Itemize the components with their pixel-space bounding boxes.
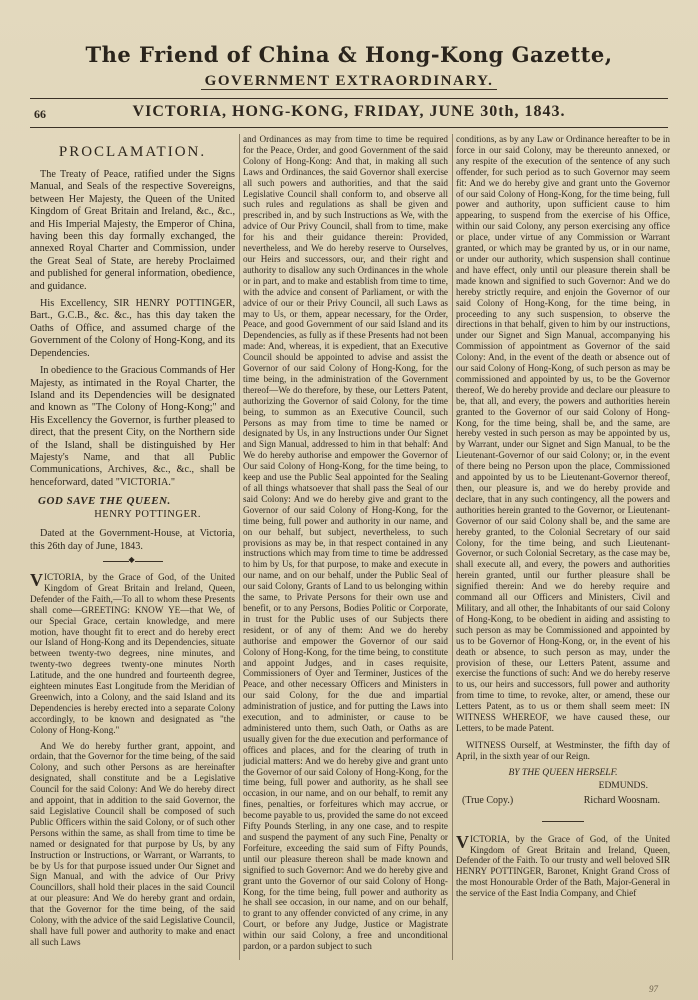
edmunds-signature: EDMUNDS. (598, 780, 648, 791)
section-divider (542, 821, 584, 822)
masthead-subtitle (0, 73, 698, 90)
column-1 (30, 134, 235, 986)
dated-line: Dated at the Government-House, at Victoria, this 26th day of June, 1843. (30, 528, 235, 552)
dateline (30, 103, 668, 125)
paragraph: His Excellency, SIR HENRY POTTINGER, Bart., G.C.B., &c. &c., has this day taken the Oaths of Office, and assumed charge of the Government of the Colony of Hong-Kong, and its Dependencies. (30, 298, 235, 359)
witness-line: WITNESS Ourself, at Westminster, the fifth day of April, in the sixth year of our Reign. (456, 739, 670, 761)
paragraph: And We do hereby further grant, appoint, and ordain, that the Governor for the time being, of the said Colony, and such other Persons as are hereinafter designated, shall constitute and be a Legislative Council for the said Colony: And We do hereby direct and appoint, that in addition to the said Governor, the said Legislative Council shall be composed of such Public Officers within the said Colony, or of such other Persons within the same, as shall from time to time be named or designated for that purpose by Us, by any Instruction or Instructions, or Warrant, or Warrants, to be by Us for that purpose issued under Our Signet and Sign Manual, and with the advice of Our Privy Councillors, shall hold their places in the said Council at our pleasure: And We do hereby grant and ordain, that the Governor for the time being, of the said Colony, with the advice of the said Legislative Council, shall have full power and authority to make and enact all such Laws (30, 740, 235, 947)
dateline-text: VICTORIA, HONG-KONG, FRIDAY, JUNE 30th, 1843. (132, 103, 566, 120)
rule (30, 127, 668, 128)
drop-initial: V (456, 831, 469, 852)
paragraph: and Ordinances as may from time to time be required for the Peace, Order, and good Government of the said Colony of Hong-Kong: And that, in making all such Laws and Ordinances, the said Governor shall exercise all such powers and authorities, and that the said Legislative Council shall conform to, and observe all such rules and regulations as shall be given and prescribed in, and by such Instructions as We, with the advice of Our Privy Council, shall from to time, make for his and their guidance therein: Provided, nevertheless, and We do hereby reserve to Ourselves, our Heirs and successors, our, and their right and authority to disallow any such Ordinances in the whole or in part, and to make and establish from time to time, with the advice and consent of Parliament, or with the advice of our or their Privy Council, all such Laws as may to Us, or them, appear necessary, for the Order, Peace, and good Government of our said Island and its Dependencies, as fully as if these Presents had not been made: And, whereas, it is expedient, that an Executive Council should be appointed to advise and assist the Governor of our said Colony of Hong-Kong, for the time being, in the administration of the Government thereof—We do therefore, by these, our Letters Patent, authorizing the Governor of said Colony, for the time being, to summon as an Executive Council, such Persons as may from time to time be named or designated by Us, in any Instructions under Our Signet and Sign Manual, addressed to him in that behalf: And We do hereby authorise and empower the Governor of Our said Colony of Hong-Kong, for the time being, to keep and use the Public Seal appointed for the Sealing of all things whatsoever that shall pass the Seal of our said Colony: And we do hereby give and grant to the Governor of our said Colony of Hong-Kong, for the time being, full power and authority in our name, and on our behalf, but subject, nevertheless, to such provisions as may be, in that respect contained in any instructions which may from time to time be addressed to him by Us, for that purpose, to make and execute in our name, and on our behalf, under the Public Seal of our said Colony, Grants of Land to us belonging within the same, to Private Persons for their own use and benefit, or to any Persons, Bodies Politic or Corporate, in trust for the Public uses of our Subjects there resident, or of any of them: And we do hereby authorise and empower the Governor of our said Colony of Hong-Kong, for the time being, to constitute and appoint Judges, and in cases requisite, Commissioners of Oyer and Terminer, Justices of the Peace, and other necessary Officers and Ministers in our said Colony, for the due and impartial administration of justice, and for putting the Laws into execution, and to administer, or cause to be administered unto them, such Oath, or Oaths as are usually given for the due execution and performance of offices and places, and for the clearing of truth in judicial matters: And we do hereby give and grant unto the Governor of our said Colony of Hong-Kong, for the time being, full power and authority, as he shall see occasion, in our name, and on our behalf, to remit any fines, penalties, or forfeitures which may accrue, or become payable to us, provided the same do not exceed Fifty Pounds Sterling, in any one case, and to respite and suspend the payment of any such Fine, Penalty or Forfeiture, exceeding the said sum of Fifty Pounds, until our pleasure thereon shall be made known and signified to such Governor: And we do hereby give and grant unto the Governor of our said Colony of Hong-Kong, for the time being, full power and authority as he shall see occasion, in our name, and on our behalf, to grant to any offender convicted of any crime, in any Court, or before any Judge, Justice or Magistrate within our said Colony, a free and unconditional pardon, or a pardon subject to such (243, 134, 448, 952)
paragraph-text: ICTORIA, by the Grace of God, of the United Kingdom of Great Britain and Ireland, Queen, Defender of the Faith,—To all to whom these Presents shall come—GREETING: KNOW YE—that We, of our Special Grace, certain knowledge, and mere motion, have thought fit to erect and do hereby erect our Island of Hong-Kong and its Dependencies, situate between twenty-two degrees, nine minutes, and twenty-two degrees twenty-one minutes North Latitude, and the one hundred and fourteenth degree, eighteen minutes East Longitude from the Meridian of Greenwich, into a Colony, and the said Island and its Dependencies is hereby erected into a separate Colony accordingly, to be known and designated as "the Colony of Hong-Kong." (30, 571, 235, 735)
paragraph: conditions, as by any Law or Ordinance hereafter to be in force in our said Colony, may be thereunto annexed, or any respite of the execution of the sentence of any such offender, for such period as to such Governor may seem fit: And we do hereby give and grant unto the Governor of our said Colony of Hong-Kong, for the time being, full power and authority, upon sufficient cause to him appearing, to suspend from the exercise of his Office, within our said Colony, any person exercising any office or place, under virtue of any Commission or Warrant granted, or which may be granted by us, or in our name, or under our authority, which suspension shall continue and have effect, only until our pleasure therein shall be made known and signified to such Governor: And we do hereby strictly require, and enjoin the Governor of our said Colony of Hong-Kong, for the time being, in proceeding to any such suspension, to observe the directions in that behalf, given to him by our instructions, under our Signet and Sign Manual, accompanying his Commission of appointment as Governor of the said Colony: And, in the event of the death or absence out of our said Colony of Hong-Kong, of such person as may be commissioned and appointed by us, to be the Governor thereof, We do hereby provide and declare our pleasure to be, that all, and every, the powers and authorities herein granted to the Governor of our said Colony of Hong-Kong, for the time being, shall be, and the same, are hereby vested in such person as may be appointed by us, by Warrant, under our Signet and Sign Manual, to be the Lieutenant-Governor of our said Colony; or, in the event of there being no Person upon the place, Commissioned and appointed by us to be Lieutenant-Governor thereof, then, our pleasure is, and we do hereby provide and declare, that in any such contingency, all the powers and authorities herein granted to the Governor, or Lieutenant-Governor of our said Colony shall be, and the same are hereby granted, to the Colonial Secretary of our said Colony, for the time being, and such Lieutenant-Governor, or such Colonial Secretary, as the case may be, shall execute all, and every, the powers and authorities herein granted, until our further pleasure shall be signified therein: And we do hereby require and command all our Officers and Ministers, Civil and Military, and all other, the Inhabitants of our said Colony of Hong-Kong, to be obedient in aiding and assisting to such person as may be Commissioned and appointed by us to be Governor of Hong-Kong, or, in the event of his death or absence, to such person as may, under the provision of these, our Letters Patent, assume and exercise the functions of such: And we do hereby reserve to us, our heirs and successors, full power and authority from time to time, to revoke, alter, or amend, these our Letters Patent, as to us or them shall seem meet: IN WITNESS WHEREOF, we have caused these, our Letters, to be made Patent. (456, 134, 670, 733)
column-rule (239, 134, 240, 960)
section-divider (103, 561, 163, 562)
signer-name: HENRY POTTINGER. (94, 509, 201, 521)
paragraph: The Treaty of Peace, ratified under the Signs Manual, and Seals of the respective Sovereigns, between Her Majesty, the Queen of the United Kingdom of Great Britain and Ireland, &c., &c., and His Imperial Majesty, the Emperor of China, having been this day formally exchanged, the annexed Royal Charter and Commission, under the Great Seal of State, are hereby Proclaimed and published for general information, obedience, and guidance. (30, 169, 235, 292)
god-save-the-queen: GOD SAVE THE QUEEN. (38, 495, 171, 508)
column-2 (243, 134, 448, 986)
masthead-title: The Friend of China & Hong-Kong Gazette, (85, 42, 613, 67)
paragraph (456, 831, 670, 899)
woosnam-signature: Richard Woosnam. (583, 794, 660, 806)
true-copy-label: (True Copy.) (462, 794, 514, 806)
paragraph (30, 569, 235, 736)
column-3 (456, 134, 670, 986)
paragraph-text: ICTORIA, by the Grace of God, of the United Kingdom of Great Britain and Ireland, Queen, Defender of the Faith. To our trusty and well beloved SIR HENRY POTTINGER, Baronet, Knight Grand Cross of the most Honourable Order of the Bath, Major-General in the service of the East India Company, and Chief (456, 833, 670, 899)
rule (30, 98, 668, 99)
by-the-queen: BY THE QUEEN HERSELF. (508, 767, 618, 778)
page-number: 66 (34, 107, 46, 121)
drop-initial: V (30, 569, 43, 590)
true-copy-line (456, 795, 670, 811)
proclamation-heading: PROCLAMATION. (58, 144, 207, 160)
paragraph: In obedience to the Gracious Commands of Her Majesty, as intimated in the Royal Charter, the Island and its Dependencies will be designated and known as "The Colony of Hong-Kong;" and His Excellency the Governor, is further pleased to direct, that the present City, on the Northern side of the Island, shall be distinguished by Her Majesty's Name, and that all Public Communications, Archives, &c., &c., shall be henceforward, dated "VICTORIA." (30, 365, 235, 488)
corner-mark: 97 (649, 984, 658, 994)
subtitle-text: GOVERNMENT EXTRAORDINARY. (201, 73, 498, 90)
column-rule (452, 134, 453, 960)
